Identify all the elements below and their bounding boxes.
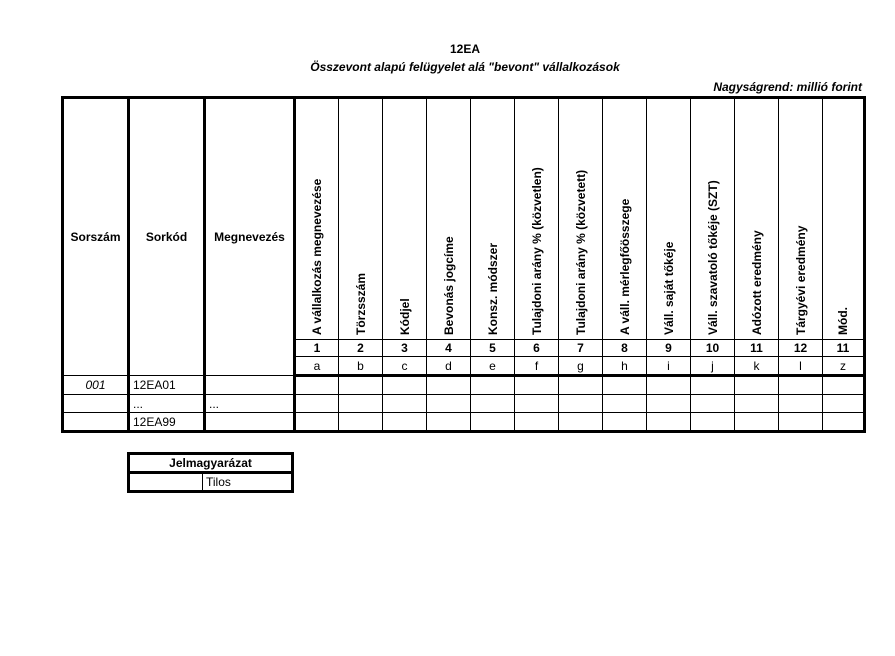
column-letter: k bbox=[735, 357, 779, 376]
data-cell[interactable] bbox=[559, 413, 603, 432]
column-header bbox=[295, 98, 339, 340]
column-letter: e bbox=[471, 357, 515, 376]
row-sorszam bbox=[63, 413, 129, 432]
header-megnevezes: Megnevezés bbox=[205, 98, 295, 376]
column-number: 8 bbox=[603, 340, 647, 357]
legend-swatch bbox=[129, 473, 203, 492]
column-letter: a bbox=[295, 357, 339, 376]
data-cell[interactable] bbox=[515, 395, 559, 413]
column-label: Tulajdoni arány % (közvetett) bbox=[573, 169, 588, 335]
column-number: 1 bbox=[295, 340, 339, 357]
column-number: 3 bbox=[383, 340, 427, 357]
data-cell[interactable] bbox=[603, 413, 647, 432]
column-label: Kódjel bbox=[397, 298, 412, 335]
data-cell[interactable] bbox=[823, 395, 865, 413]
data-cell[interactable] bbox=[339, 395, 383, 413]
data-cell[interactable] bbox=[735, 395, 779, 413]
data-cell[interactable] bbox=[559, 395, 603, 413]
data-cell[interactable] bbox=[779, 395, 823, 413]
legend-title: Jelmagyarázat bbox=[129, 454, 293, 473]
data-cell[interactable] bbox=[471, 376, 515, 395]
form-code-title: 12EA bbox=[449, 42, 481, 56]
column-number: 11 bbox=[823, 340, 865, 357]
data-cell[interactable] bbox=[295, 376, 339, 395]
row-sorkod: 12EA99 bbox=[129, 413, 205, 432]
column-label: Mód. bbox=[836, 307, 850, 335]
column-number: 11 bbox=[735, 340, 779, 357]
column-letter: z bbox=[823, 357, 865, 376]
column-header bbox=[779, 98, 823, 340]
column-header bbox=[691, 98, 735, 340]
column-letter: i bbox=[647, 357, 691, 376]
column-header bbox=[603, 98, 647, 340]
data-cell[interactable] bbox=[515, 413, 559, 432]
column-header bbox=[471, 98, 515, 340]
column-letter: l bbox=[779, 357, 823, 376]
data-cell[interactable] bbox=[691, 413, 735, 432]
data-cell[interactable] bbox=[779, 413, 823, 432]
data-cell[interactable] bbox=[383, 376, 427, 395]
legend-entry-label: Tilos bbox=[203, 473, 293, 492]
column-header bbox=[823, 98, 865, 340]
data-cell[interactable] bbox=[383, 413, 427, 432]
data-cell[interactable] bbox=[779, 376, 823, 395]
column-header bbox=[735, 98, 779, 340]
column-number: 12 bbox=[779, 340, 823, 357]
column-number: 9 bbox=[647, 340, 691, 357]
table-row bbox=[63, 413, 865, 432]
data-cell[interactable] bbox=[823, 413, 865, 432]
data-cell[interactable] bbox=[339, 413, 383, 432]
column-letter: b bbox=[339, 357, 383, 376]
column-header bbox=[515, 98, 559, 340]
column-number: 4 bbox=[427, 340, 471, 357]
column-letter: j bbox=[691, 357, 735, 376]
table-row bbox=[63, 376, 865, 395]
data-cell[interactable] bbox=[383, 395, 427, 413]
data-cell[interactable] bbox=[647, 395, 691, 413]
column-label: Váll. saját tőkéje bbox=[661, 241, 676, 335]
row-megnevezes[interactable]: ... bbox=[205, 395, 295, 413]
header-sorkod: Sorkód bbox=[129, 98, 205, 376]
column-label: Bevonás jogcíme bbox=[441, 236, 456, 335]
row-megnevezes[interactable] bbox=[205, 376, 295, 395]
data-cell[interactable] bbox=[647, 413, 691, 432]
row-sorkod: ... bbox=[129, 395, 205, 413]
column-number: 5 bbox=[471, 340, 515, 357]
unit-note: Nagyságrend: millió forint bbox=[713, 80, 862, 94]
header-sorszam: Sorszám bbox=[63, 98, 129, 376]
data-cell[interactable] bbox=[735, 413, 779, 432]
column-letter: h bbox=[603, 357, 647, 376]
data-cell[interactable] bbox=[691, 376, 735, 395]
column-letter: d bbox=[427, 357, 471, 376]
column-header bbox=[383, 98, 427, 340]
column-label: Konsz. módszer bbox=[485, 242, 500, 335]
data-cell[interactable] bbox=[823, 376, 865, 395]
data-cell[interactable] bbox=[427, 395, 471, 413]
column-header bbox=[647, 98, 691, 340]
column-number: 6 bbox=[515, 340, 559, 357]
column-label: Tárgyévi eredmény bbox=[793, 225, 808, 335]
data-cell[interactable] bbox=[339, 376, 383, 395]
data-cell[interactable] bbox=[427, 413, 471, 432]
column-header bbox=[339, 98, 383, 340]
column-letter: g bbox=[559, 357, 603, 376]
data-cell[interactable] bbox=[471, 413, 515, 432]
column-header bbox=[559, 98, 603, 340]
data-cell[interactable] bbox=[647, 376, 691, 395]
data-cell[interactable] bbox=[559, 376, 603, 395]
data-cell[interactable] bbox=[691, 395, 735, 413]
column-label: Tulajdoni arány % (közvetlen) bbox=[529, 167, 544, 335]
column-letter: f bbox=[515, 357, 559, 376]
data-cell[interactable] bbox=[603, 395, 647, 413]
row-sorszam: 001 bbox=[63, 376, 129, 395]
data-cell[interactable] bbox=[603, 376, 647, 395]
column-header bbox=[427, 98, 471, 340]
report-table bbox=[61, 96, 866, 433]
column-number: 10 bbox=[691, 340, 735, 357]
data-cell[interactable] bbox=[471, 395, 515, 413]
column-label: A vállalkozás megnevezése bbox=[310, 178, 324, 335]
row-sorkod: 12EA01 bbox=[129, 376, 205, 395]
data-cell[interactable] bbox=[295, 395, 339, 413]
legend-table bbox=[127, 452, 294, 493]
column-letter: c bbox=[383, 357, 427, 376]
column-number: 7 bbox=[559, 340, 603, 357]
form-subtitle: Összevont alapú felügyelet alá "bevont" vállalkozások bbox=[310, 60, 620, 74]
data-cell[interactable] bbox=[735, 376, 779, 395]
column-label: A váll. mérlegfőösszege bbox=[617, 198, 632, 335]
row-megnevezes[interactable] bbox=[205, 413, 295, 432]
header-row bbox=[63, 98, 865, 340]
row-sorszam bbox=[63, 395, 129, 413]
data-cell[interactable] bbox=[515, 376, 559, 395]
column-number: 2 bbox=[339, 340, 383, 357]
data-cell[interactable] bbox=[427, 376, 471, 395]
column-label: Váll. szavatoló tőkéje (SZT) bbox=[705, 180, 720, 335]
table-row bbox=[63, 395, 865, 413]
data-cell[interactable] bbox=[295, 413, 339, 432]
column-label: Törzsszám bbox=[353, 272, 368, 335]
column-label: Adózott eredmény bbox=[749, 230, 764, 335]
